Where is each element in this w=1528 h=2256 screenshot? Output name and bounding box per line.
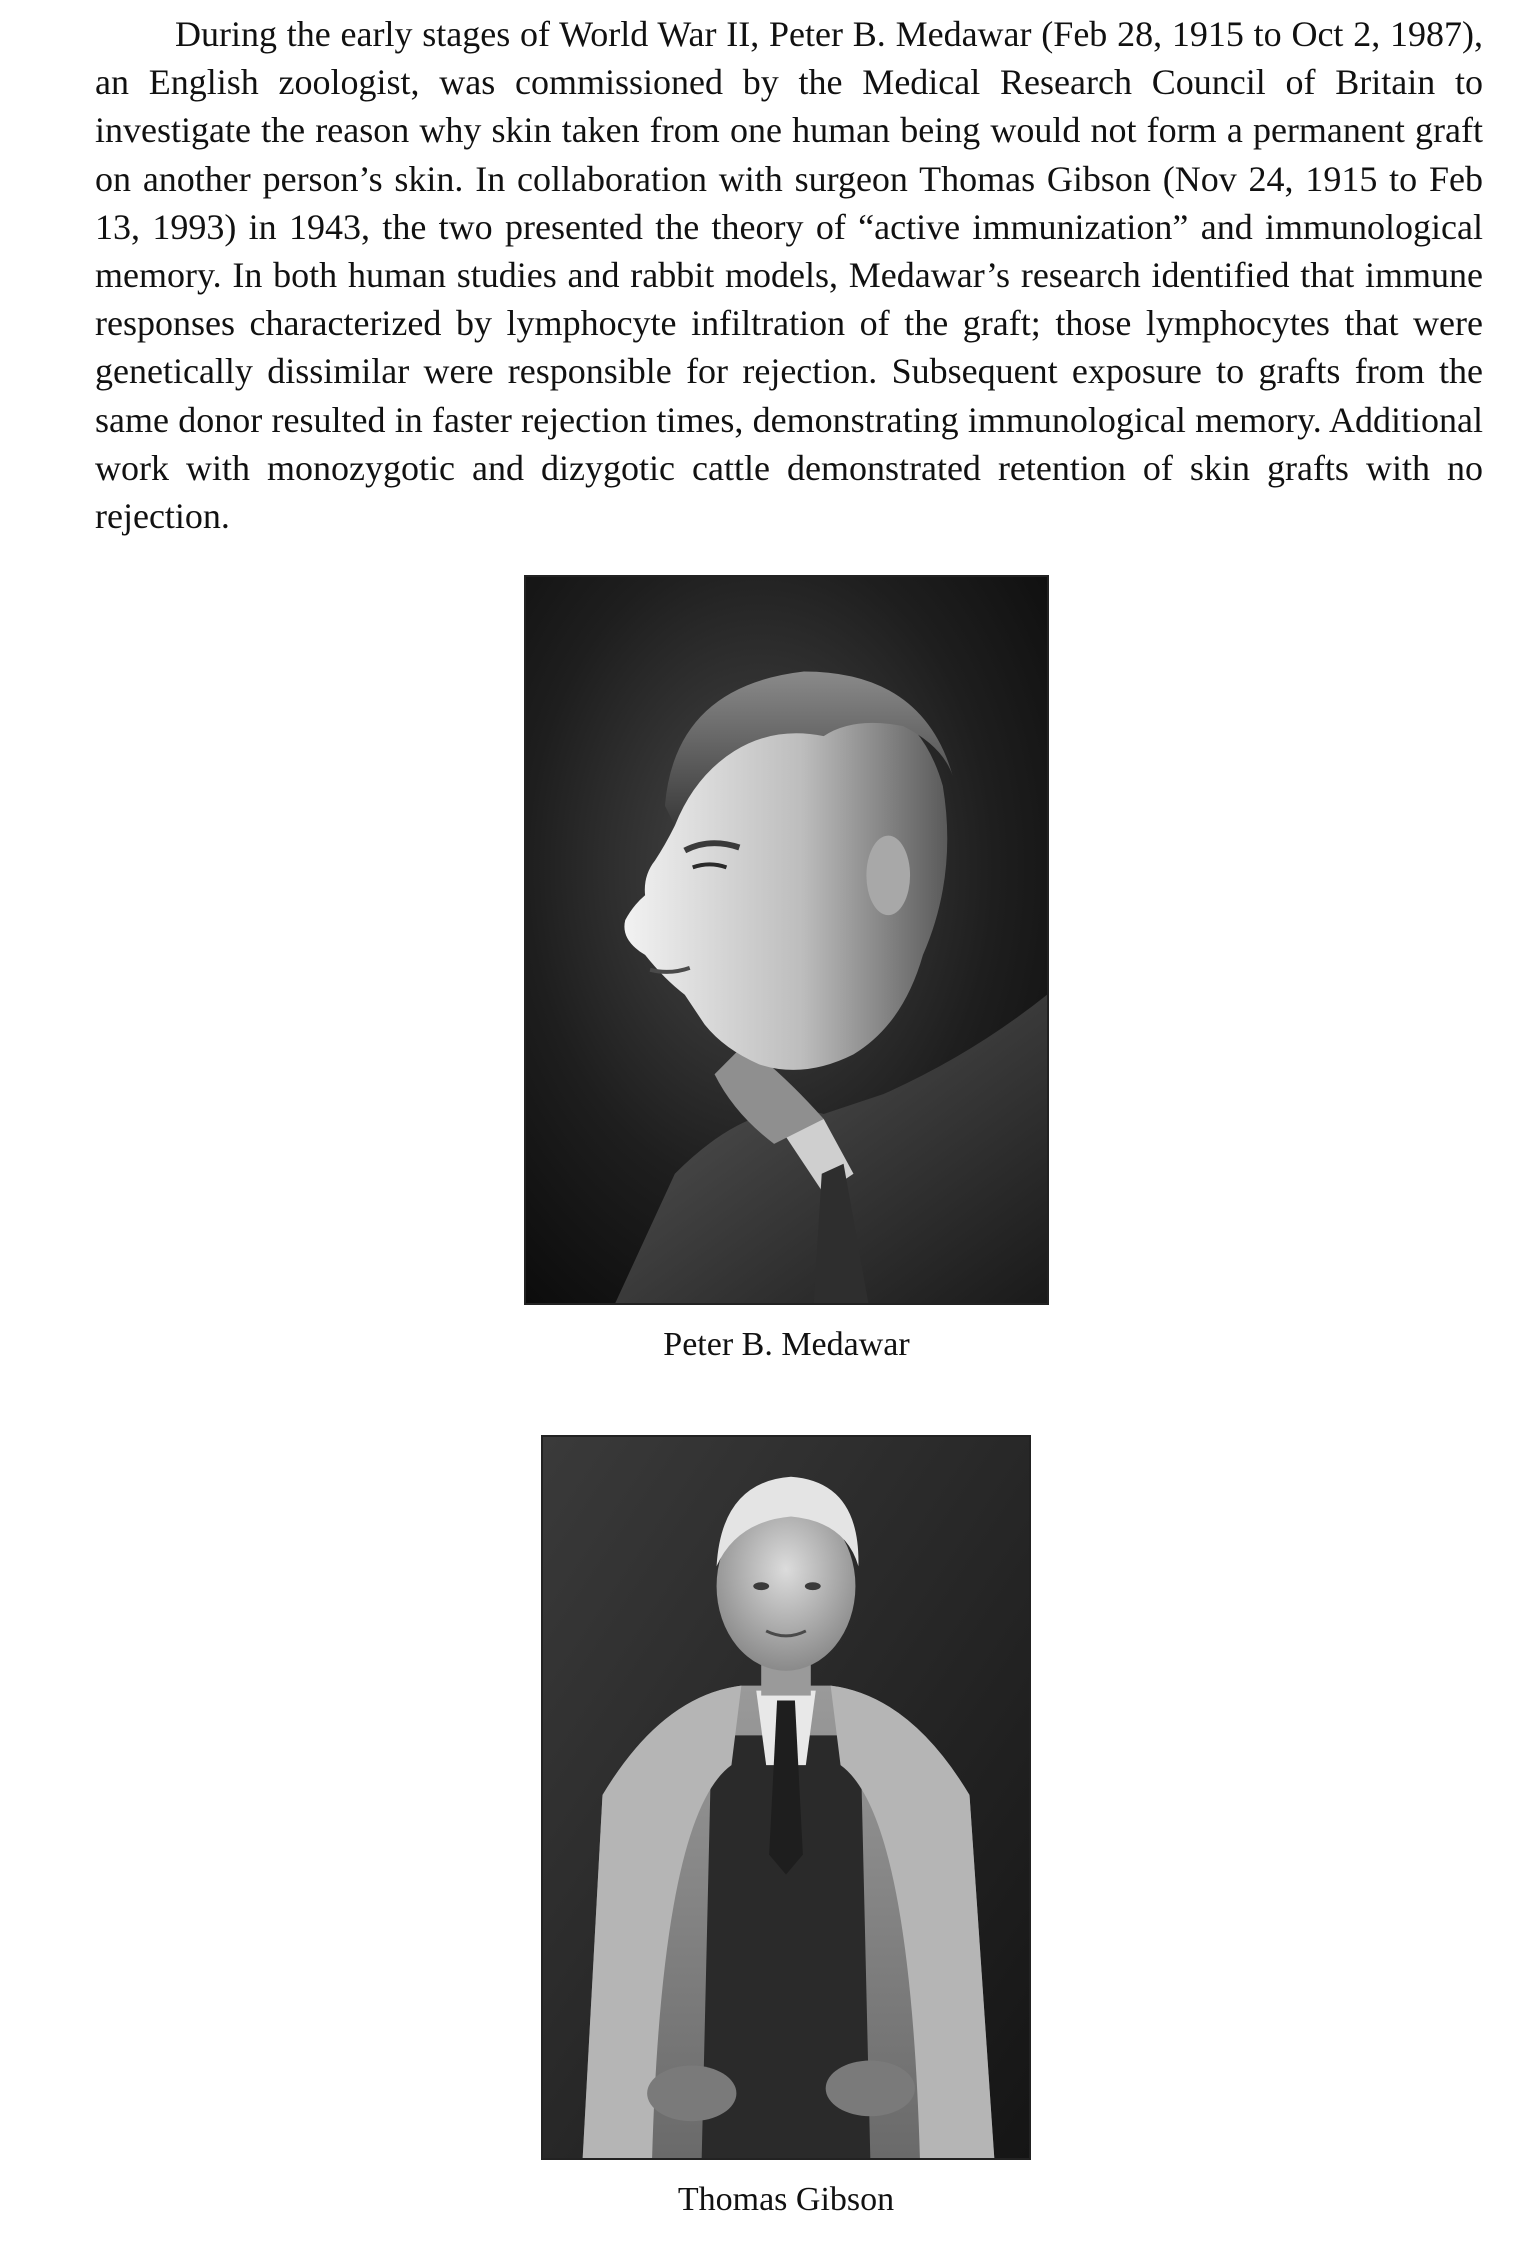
portrait-medawar-photo [524,575,1049,1305]
portrait-gibson-illustration [543,1437,1029,2158]
figure-gibson [541,1435,1031,2218]
figure-medawar [524,575,1049,1363]
portrait-gibson-photo [541,1435,1031,2160]
figure-caption: Peter B. Medawar [663,1326,910,1363]
body-paragraph: During the early stages of World War II, Peter B. Medawar (Feb 28, 1915 to Oct 2, 1987), an English zoologist, was commissioned by the Medical Research Council of Britain to investigate the reason why skin taken from one human being would not form a permanent graft on another person’s skin. In collaboration with surgeon Thomas Gibson (Nov 24, 1915 to Feb 13, 1993) in 1943, the two presented the theory of “active immunization” and immunological memory. In both human studies and rabbit models, Medawar’s research identified that immune responses characterized by lymphocyte infiltration of the graft; those lymphocytes that were genetically dissimilar were responsible for rejection. Subsequent exposure to grafts from the same donor resulted in faster rejection times, demonstrating immunological memory. Additional work with monozygotic and dizygotic cattle demonstrated retention of skin grafts with no rejection. [95,14,1483,537]
figure-caption: Thomas Gibson [677,2181,895,2218]
portrait-medawar-illustration [526,577,1047,1303]
